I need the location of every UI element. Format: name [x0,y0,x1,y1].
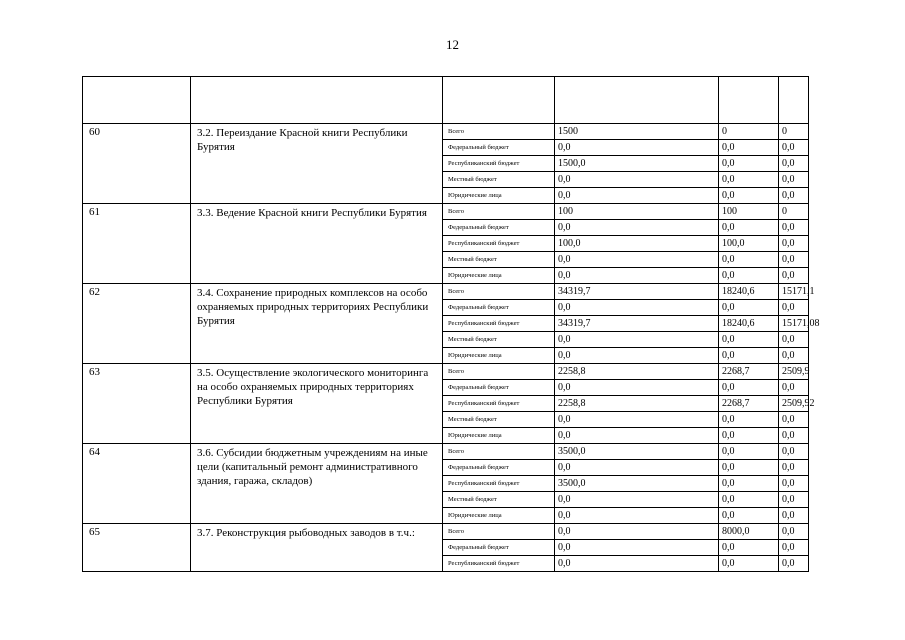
value-cell: 0,0 [555,220,719,236]
table-row [83,444,809,460]
value-cell: 0,0 [555,508,719,524]
value-cell: 0,0 [719,460,779,476]
value-cell: 0,0 [779,460,809,476]
table-row [83,204,809,220]
funding-source-label: Федеральный бюджет [443,460,555,476]
value-cell: 0,0 [555,380,719,396]
header-cell [443,77,555,124]
value-cell: 2509,92 [779,396,809,412]
value-cell: 0,0 [779,188,809,204]
budget-table [82,76,820,572]
funding-source-label: Всего [443,284,555,300]
value-cell: 0,0 [779,492,809,508]
value-cell: 0,0 [779,540,809,556]
value-cell: 100,0 [555,236,719,252]
value-cell: 0,0 [719,332,779,348]
value-cell: 0,0 [719,492,779,508]
value-cell: 0,0 [779,412,809,428]
value-cell: 0,0 [779,508,809,524]
table-row [83,524,809,540]
value-cell: 0,0 [779,236,809,252]
value-cell: 0,0 [779,140,809,156]
value-cell: 2258,8 [555,364,719,380]
funding-source-label: Местный бюджет [443,412,555,428]
value-cell: 2509,9 [779,364,809,380]
value-cell: 0,0 [719,444,779,460]
value-cell: 0,0 [719,156,779,172]
value-cell: 0,0 [779,172,809,188]
value-cell: 0,0 [779,332,809,348]
value-cell: 0,0 [779,556,809,572]
funding-source-label: Местный бюджет [443,172,555,188]
funding-source-label: Местный бюджет [443,492,555,508]
value-cell: 0,0 [719,188,779,204]
value-cell: 0,0 [555,540,719,556]
value-cell: 2268,7 [719,364,779,380]
value-cell: 0,0 [719,172,779,188]
value-cell: 3500,0 [555,444,719,460]
value-cell: 34319,7 [555,316,719,332]
value-cell: 0,0 [719,412,779,428]
funding-source-label: Юридические лица [443,508,555,524]
funding-source-label: Федеральный бюджет [443,540,555,556]
value-cell: 0,0 [555,268,719,284]
value-cell: 100,0 [719,236,779,252]
value-cell: 0,0 [779,220,809,236]
value-cell: 0,0 [719,556,779,572]
value-cell: 0,0 [555,460,719,476]
value-cell: 0,0 [555,300,719,316]
funding-source-label: Федеральный бюджет [443,300,555,316]
value-cell: 0,0 [555,556,719,572]
funding-source-label: Федеральный бюджет [443,140,555,156]
funding-source-label: Юридические лица [443,348,555,364]
value-cell: 3500,0 [555,476,719,492]
table-row [83,124,809,140]
value-cell: 0,0 [555,524,719,540]
value-cell: 0,0 [719,300,779,316]
value-cell: 0,0 [555,428,719,444]
value-cell: 0,0 [779,380,809,396]
activity-name: 3.5. Осуществление экологического мониторинга на особо охраняемых природных территориях Республики Бурятия [191,364,443,444]
value-cell: 0,0 [719,508,779,524]
value-cell: 0 [779,204,809,220]
row-number: 61 [83,204,191,284]
funding-source-label: Республиканский бюджет [443,396,555,412]
activity-name: 3.3. Ведение Красной книги Республики Бурятия [191,204,443,284]
value-cell: 1500 [555,124,719,140]
value-cell: 0,0 [779,252,809,268]
activity-name: 3.4. Сохранение природных комплексов на особо охраняемых природных территориях Республики Бурятия [191,284,443,364]
value-cell: 0,0 [719,268,779,284]
row-number: 64 [83,444,191,524]
table-row [83,364,809,380]
activity-name: 3.2. Переиздание Красной книги Республики Бурятия [191,124,443,204]
value-cell: 0,0 [719,476,779,492]
header-cell [555,77,719,124]
activity-name: 3.6. Субсидии бюджетным учреждениям на иные цели (капитальный ремонт административного здания, гаража, складов) [191,444,443,524]
value-cell: 0,0 [779,444,809,460]
value-cell: 0,0 [555,188,719,204]
value-cell: 0,0 [555,140,719,156]
value-cell: 0,0 [779,476,809,492]
value-cell: 2268,7 [719,396,779,412]
row-number: 60 [83,124,191,204]
funding-source-label: Федеральный бюджет [443,380,555,396]
value-cell: 0,0 [779,348,809,364]
row-number: 65 [83,524,191,572]
page-number: 12 [446,37,459,52]
value-cell: 0,0 [719,380,779,396]
value-cell: 15171,1 [779,284,809,300]
value-cell: 8000,0 [719,524,779,540]
table-row [83,284,809,300]
header-cell [719,77,779,124]
value-cell: 0,0 [555,172,719,188]
value-cell: 0,0 [779,300,809,316]
value-cell: 18240,6 [719,316,779,332]
funding-source-label: Местный бюджет [443,252,555,268]
value-cell: 0,0 [719,220,779,236]
value-cell: 1500,0 [555,156,719,172]
funding-source-label: Местный бюджет [443,332,555,348]
funding-source-label: Республиканский бюджет [443,556,555,572]
header-cell [779,77,809,124]
value-cell: 0,0 [555,332,719,348]
value-cell: 0,0 [555,412,719,428]
value-cell: 0,0 [719,540,779,556]
funding-source-label: Республиканский бюджет [443,476,555,492]
value-cell: 0,0 [719,140,779,156]
activity-name: 3.7. Реконструкция рыбоводных заводов в т.ч.: [191,524,443,572]
value-cell: 0,0 [719,428,779,444]
value-cell: 0,0 [779,428,809,444]
value-cell: 0,0 [555,348,719,364]
value-cell: 0,0 [555,252,719,268]
funding-source-label: Всего [443,524,555,540]
table-header-row [83,77,809,124]
funding-source-label: Федеральный бюджет [443,220,555,236]
header-cell [83,77,191,124]
value-cell: 100 [719,204,779,220]
value-cell: 0,0 [779,268,809,284]
row-number: 62 [83,284,191,364]
value-cell: 0,0 [779,524,809,540]
value-cell: 0,0 [555,492,719,508]
funding-source-label: Всего [443,204,555,220]
funding-source-label: Республиканский бюджет [443,316,555,332]
funding-source-label: Всего [443,364,555,380]
value-cell: 0,0 [719,252,779,268]
funding-source-label: Республиканский бюджет [443,236,555,252]
value-cell: 15171,08 [779,316,809,332]
funding-source-label: Всего [443,444,555,460]
value-cell: 2258,8 [555,396,719,412]
value-cell: 0 [719,124,779,140]
funding-source-label: Всего [443,124,555,140]
value-cell: 18240,6 [719,284,779,300]
value-cell: 100 [555,204,719,220]
funding-source-label: Юридические лица [443,188,555,204]
value-cell: 0,0 [779,156,809,172]
row-number: 63 [83,364,191,444]
funding-source-label: Юридические лица [443,268,555,284]
funding-source-label: Юридические лица [443,428,555,444]
value-cell: 0 [779,124,809,140]
value-cell: 34319,7 [555,284,719,300]
value-cell: 0,0 [719,348,779,364]
funding-source-label: Республиканский бюджет [443,156,555,172]
header-cell [191,77,443,124]
